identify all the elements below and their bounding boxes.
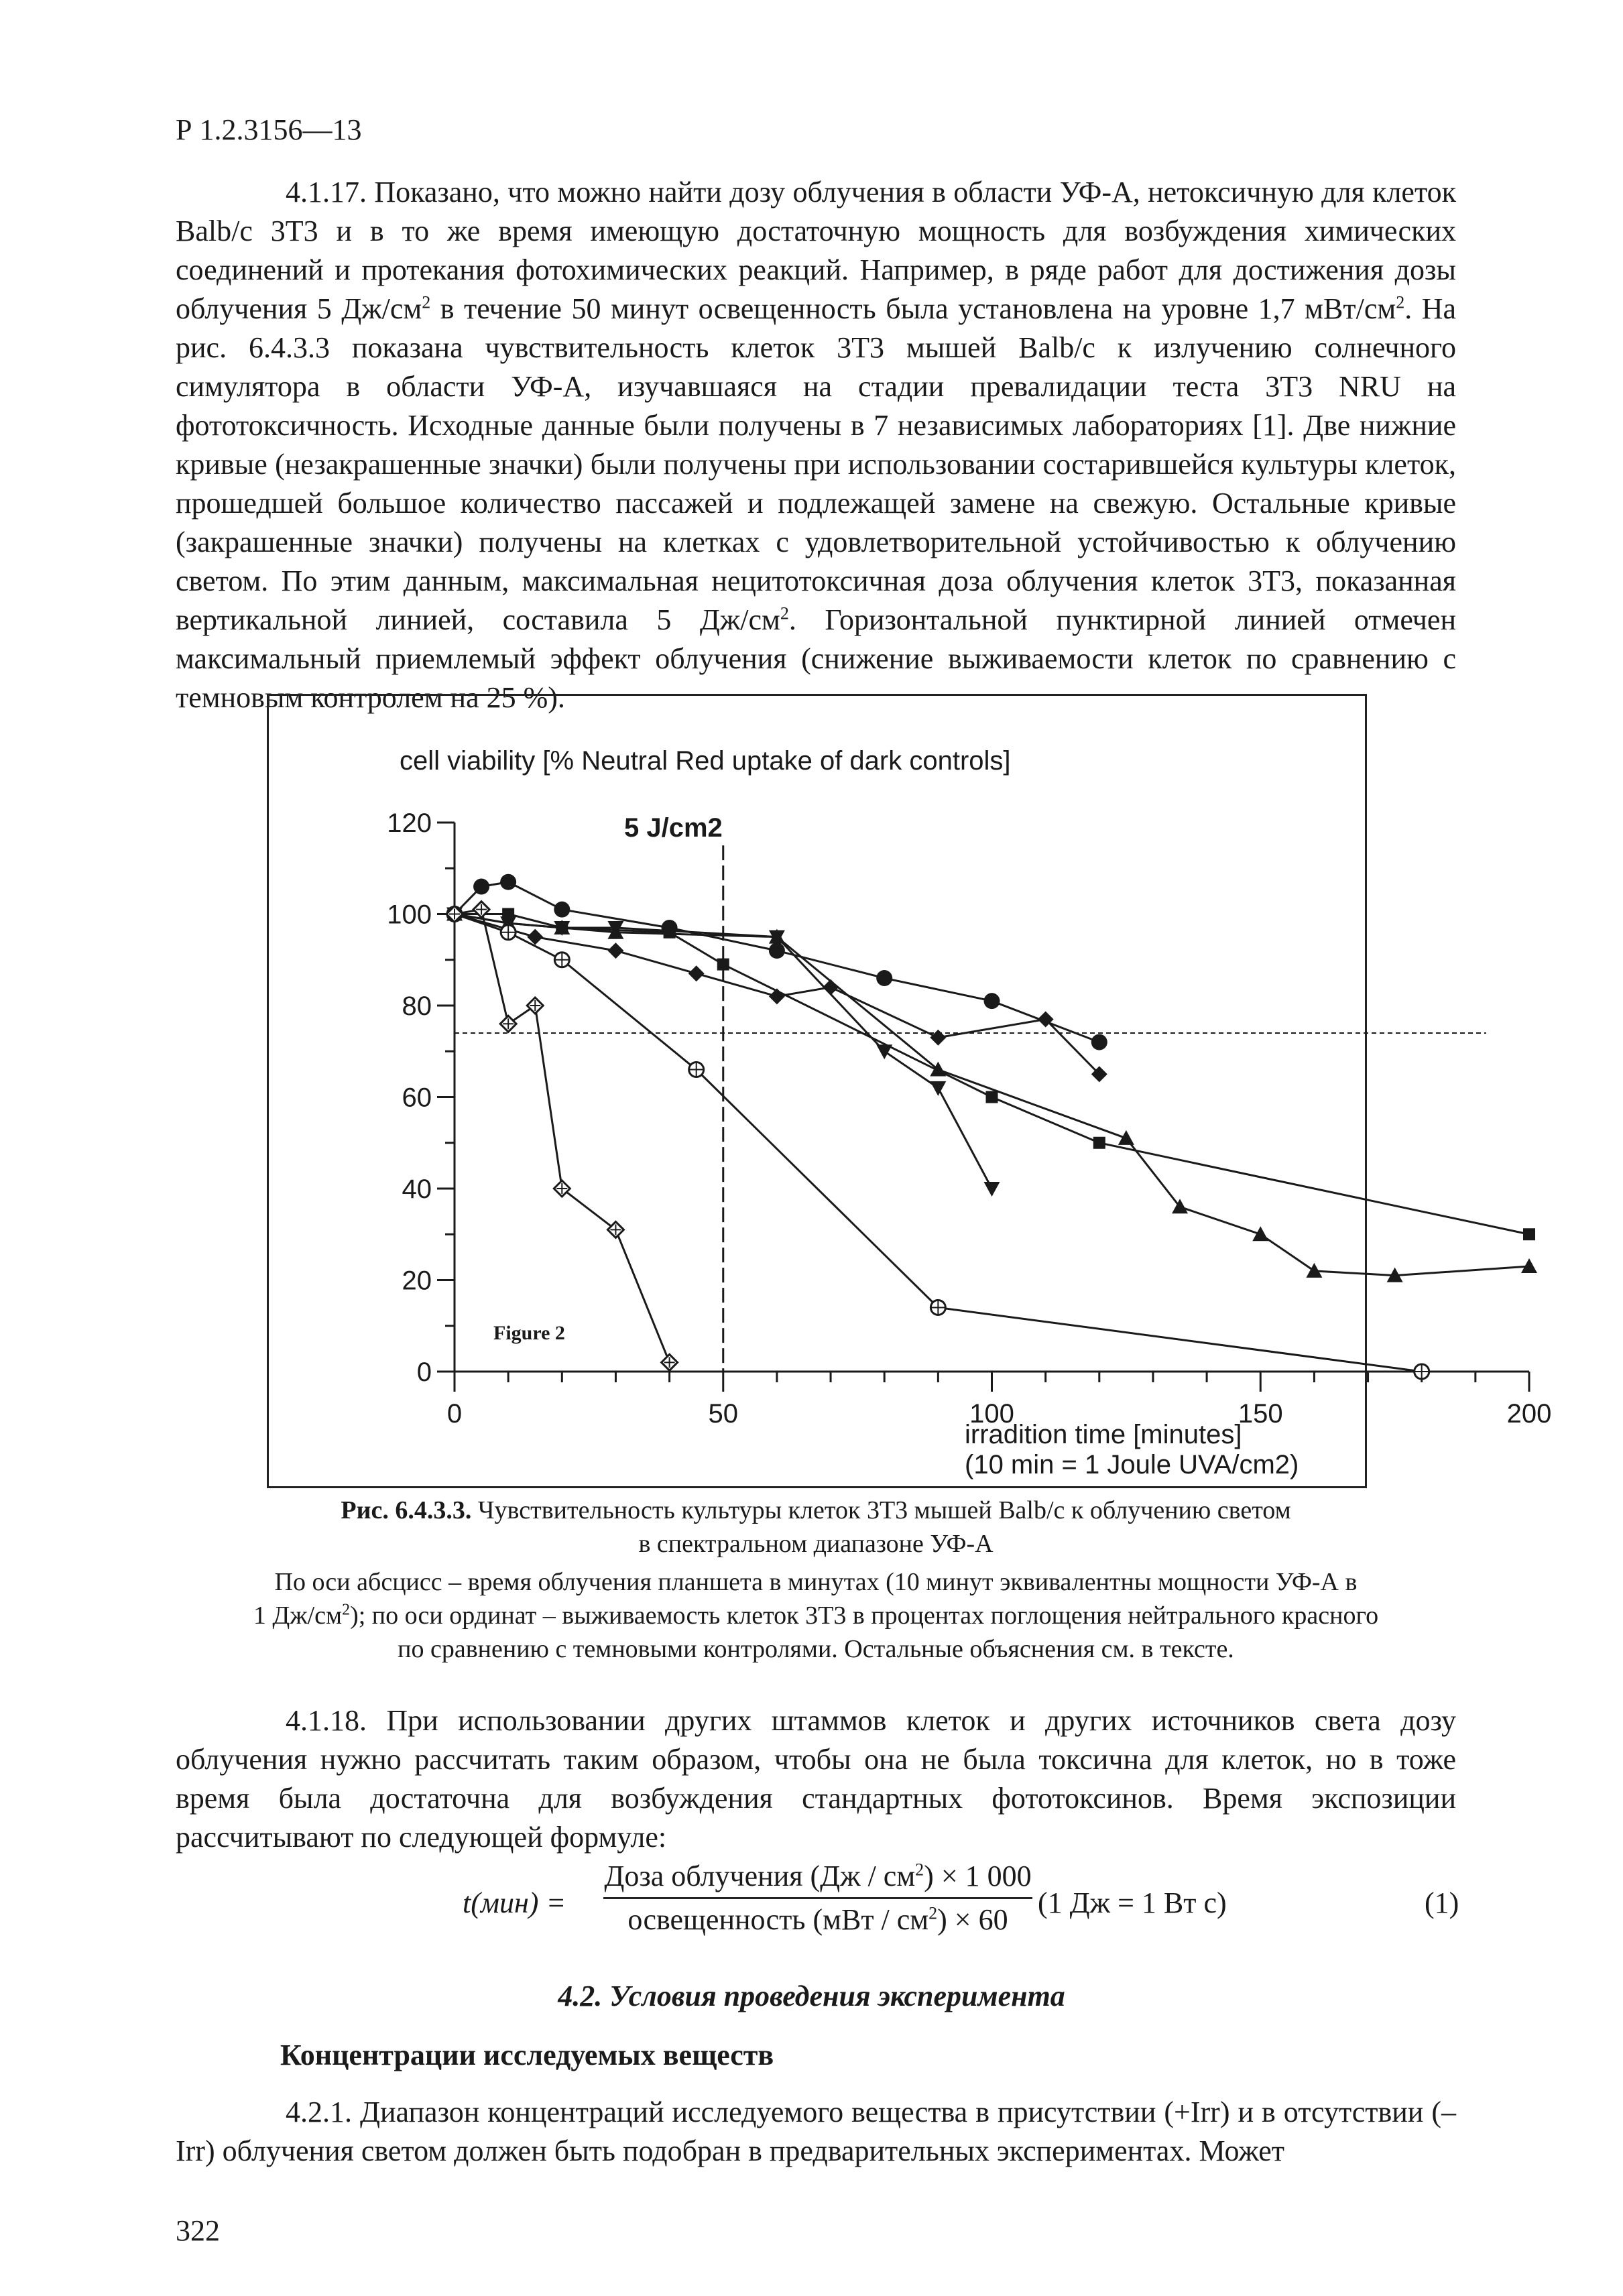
y-tick-label: 100 (387, 900, 432, 930)
diamond-marker (823, 979, 839, 995)
x-tick-label: 200 (1506, 1399, 1552, 1429)
square-marker (1093, 1137, 1105, 1149)
y-tick-label: 20 (402, 1266, 432, 1296)
triangle-up-marker (1252, 1226, 1268, 1241)
y-tick-label: 80 (402, 991, 432, 1021)
x-tick-label: 100 (969, 1399, 1014, 1429)
triangle-down-marker (876, 1044, 892, 1059)
circle-cross-marker (1415, 1364, 1429, 1379)
y-tick-label: 40 (402, 1174, 432, 1204)
square-marker (986, 1091, 998, 1103)
figure-caption-title-2: в спектральном диапазоне УФ-А (638, 1530, 994, 1558)
square-marker (717, 959, 729, 971)
series-line-1 (455, 882, 1099, 1042)
circle-marker (1091, 1034, 1107, 1050)
section-title: 4.2. Условия проведения эксперимента (558, 1980, 1065, 2012)
diamond-cross-marker (500, 1016, 516, 1032)
circle-cross-marker (501, 925, 516, 940)
y-axis-label: cell viability [% Neutral Red uptake of dark controls] (400, 746, 1011, 776)
circle-marker (769, 943, 785, 959)
figure-caption-line4: 1 $Дж/см^2$); по оси ординат – выживаемость клеток 3T3 в процентах поглощения нейтрального красного (253, 1601, 1379, 1630)
running-header: Р 1.2.3156—13 (176, 113, 362, 146)
x-axis-label-line2: (10 min = 1 Joule UVA/cm2) (965, 1450, 1299, 1479)
exposure-formula (0, 1856, 1623, 1949)
diamond-marker (930, 1030, 946, 1046)
diamond-marker (607, 943, 623, 959)
figure-6-4-3-3 (267, 694, 1552, 1488)
y-tick-label: 120 (387, 808, 432, 838)
formula-note: (1 Дж = 1 Вт с) (1038, 1886, 1227, 1919)
series-line-7 (455, 910, 670, 1363)
circle-marker (473, 879, 489, 895)
diamond-cross-marker (473, 902, 489, 918)
diamond-cross-marker (607, 1221, 623, 1237)
figure-caption-title: Рис. 6.4.3.3. Чувствительность культуры клеток 3T3 мышей Balb/c к облучению светом (341, 1496, 1291, 1524)
subheading: Концентрации исследуемых веществ (280, 2039, 774, 2071)
figure-caption-line5: по сравнению с темновыми контролями. Остальные объяснения см. в тексте. (398, 1635, 1234, 1663)
formula-fraction (603, 1856, 1032, 1941)
formula-denominator: освещенность $(мВт / см^2) \times 60$ (627, 1903, 1008, 1936)
viability-chart (269, 696, 1552, 1490)
y-tick-label: 0 (416, 1357, 432, 1387)
figure-caption-line3: По оси абсцисс – время облучения планшета в минутах (10 минут эквивалентны мощности УФ-А в (274, 1568, 1358, 1596)
paragraph-4-1-17: 4.1.17. Показано, что можно найти дозу облучения в области УФ-А, нетоксичную для клеток Balb/c 3T3 и в то же время имеющую достаточную мощность для возбуждения химических соединений и протекания фотохимических реакций. Например, в ряде работ для достижения дозы облучения 5 $Дж/см^2$ в течение 50 минут освещенность была установлена на уровне 1,7 мВт/$см^2$. На рис. 6.4.3.3 показана чувствительность клеток 3T3 мышей Balb/c к излучению солнечного симулятора в области УФ-А, изучавшаяся на стадии превалидации теста 3T3 NRU на фототоксичность. Исходные данные были получены в 7 независимых лабораториях [1]. Две нижние кривые (незакрашенные значки) были получены при использовании состарившейся культуры клеток, прошедшей большое количество пассажей и подлежащей замене на свежую. Остальные кривые (закрашенные значки) получены на клетках с удовлетворительной устойчивостью к облучению светом. По этим данным, максимальная нецитотоксичная доза облучения клеток 3T3, показанная вертикальной линией, составила 5 $Дж/см^2$. Горизонтальной пунктирной линией отмечен максимальный приемлемый эффект облучения (снижение выживаемости клеток по сравнению с темновым контролем на 25 %). (176, 176, 1457, 714)
circle-cross-marker (689, 1063, 704, 1077)
triangle-up-marker (1521, 1258, 1537, 1273)
circle-marker (876, 970, 892, 986)
paragraph-4-1-18: 4.1.18. При использовании других штаммов клеток и других источников света дозу облучения нужно рассчитать таким образом, чтобы она не была токсична для клеток, но в тоже время была достаточна для возбуждения стандартных фототоксинов. Время экспозиции рассчитывают по следующей формуле: (176, 1704, 1456, 1854)
equation-number: (1) (1425, 1886, 1459, 1919)
diamond-cross-marker (527, 998, 543, 1014)
circle-cross-marker (554, 953, 569, 967)
circle-marker (500, 874, 516, 890)
x-tick-label: 50 (708, 1399, 738, 1429)
x-tick-label: 0 (446, 1399, 463, 1429)
diamond-cross-marker (662, 1354, 678, 1370)
x-tick-label: 150 (1238, 1399, 1283, 1429)
figure-label: Figure 2 (493, 1322, 565, 1344)
x-axis-label-line1: irradition time [minutes] (965, 1420, 1242, 1449)
diamond-cross-marker (554, 1181, 570, 1197)
triangle-down-marker (930, 1081, 946, 1096)
diamond-marker (688, 965, 705, 981)
circle-marker (554, 902, 570, 918)
formula-numerator: Доза облучения $(Дж / см^2) \times 1$ 000 (603, 1856, 1032, 1899)
triangle-up-marker (1118, 1130, 1134, 1145)
square-marker (664, 926, 676, 939)
dose-annotation: 5 J/cm2 (624, 813, 723, 843)
y-tick-label: 60 (402, 1083, 432, 1113)
square-marker (1523, 1228, 1535, 1240)
page-number: 322 (176, 2214, 220, 2247)
triangle-down-marker (984, 1182, 1000, 1197)
circle-cross-marker (930, 1300, 945, 1315)
diamond-marker (769, 988, 785, 1004)
formula-lhs: t(мин) = (463, 1886, 566, 1919)
paragraph-4-2-1: 4.2.1. Диапазон концентраций исследуемого вещества в присутствии (+Irr) и в отсутствии (–Irr) облучения светом должен быть подобран в предварительных экспериментах. Может (176, 2096, 1456, 2167)
circle-marker (984, 993, 1000, 1009)
